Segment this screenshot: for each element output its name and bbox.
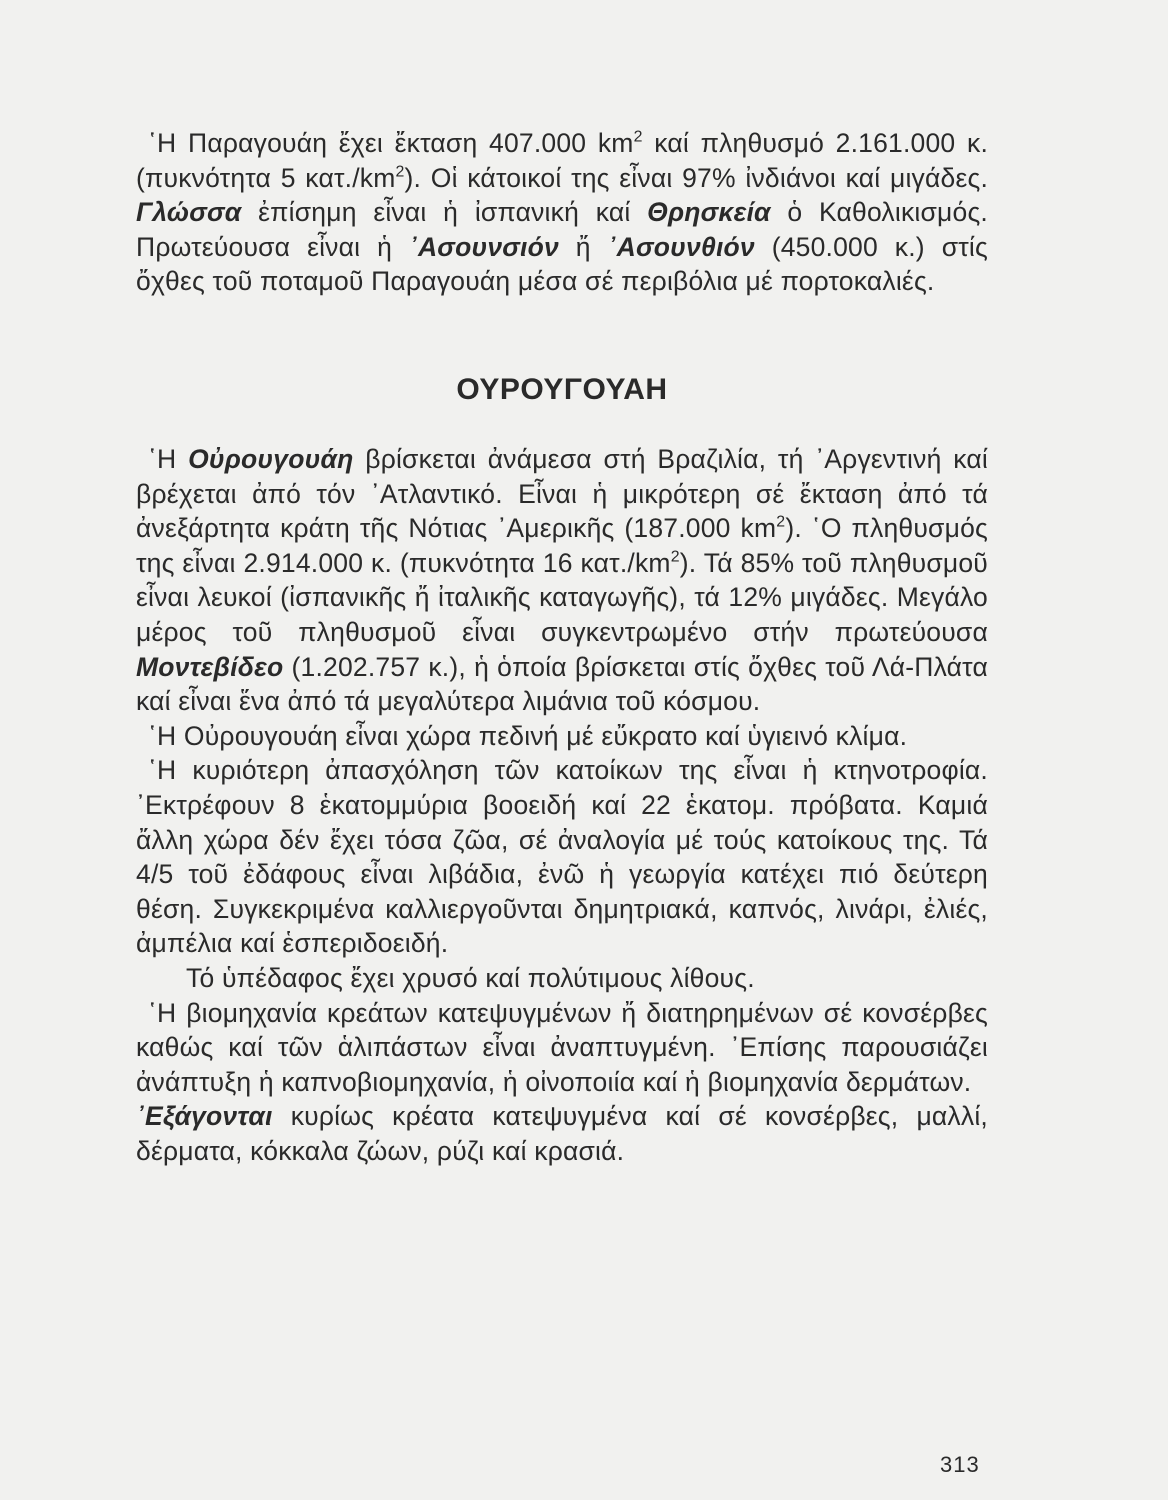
keyword-country: Οὐρουγουάη — [188, 444, 354, 474]
text-run: ). ῾Ο πληθυσμός της εἶναι 2.914.000 κ. (πυκνότητα 16 κατ./km — [136, 513, 988, 578]
superscript: 2 — [395, 163, 405, 181]
uruguay-paragraph-5: ῾Η βιομηχανία κρεάτων κατεψυγμένων ἤ διατηρημένων σέ κονσέρβες καθώς καί τῶν ἁλιπάστων εἶναι ἀναπτυγμένη. ᾿Επίσης παρουσιάζει ἀνάπτυξη ἡ καπνοβιομηχανία, ἡ οἰνοποιία καί ἡ βιομηχανία δερμάτων. — [136, 997, 988, 1097]
text-run: ῾Η Παραγουάη ἔχει ἔκταση 407.000 km — [148, 128, 634, 158]
uruguay-paragraph-4: Τό ὑπέδαφος ἔχει χρυσό καί πολύτιμους λίθους. — [186, 962, 755, 993]
keyword-exports: ᾿Εξάγονται — [136, 1101, 273, 1132]
text-run: ἤ — [558, 231, 608, 262]
page-number: 313 — [940, 1452, 980, 1477]
uruguay-paragraph-2: ῾Η Οὐρουγουάη εἶναι χώρα πεδινή μέ εὔκρατο καί ὑγιεινό κλίμα. — [148, 720, 908, 751]
uruguay-paragraph-3: ῾Η κυριότερη ἀπασχόληση τῶν κατοίκων της εἶναι ἡ κτηνοτροφία. ᾿Εκτρέφουν 8 ἑκατομμύρια βοοειδή καί 22 ἑκατομ. πρόβατα. Καμιά ἄλλη χώρα δέν ἔχει τόσα ζῶα, σέ ἀναλογία μέ τούς κατοίκους της. Τά 4/5 τοῦ ἐδάφους εἶναι λιβάδια, ἐνῶ ἡ γεωργία κατέχει πιό δεύτερη θέση. Συγκεκριμένα καλλιεργοῦνται δημητριακά, καπνός, λινάρι, ἐλιές, ἀμπέλια καί ἑσπεριδοειδή. — [136, 755, 988, 959]
keyword-capital: ᾿Ασουνσιόν — [408, 231, 559, 262]
text-run: βρίσκεται ἀνάμεσα στή Βραζιλία, τή ᾿Αργεντινή καί βρέχεται ἀπό τόν ᾿Ατλαντικό. Εἶναι ἡ μικρότερη σέ ἔκταση ἀπό τά ἀνεξάρτητα κράτη τῆς Νότιας ᾿Αμερικῆς (187.000 km — [136, 444, 988, 544]
superscript: 2 — [633, 128, 643, 146]
text-run: (1.202.757 κ.), ἡ ὁποία βρίσκεται στίς ὄχθες τοῦ Λά-Πλάτα καί εἶναι ἕνα ἀπό τά μεγαλύτερα λιμάνια τοῦ κόσμου. — [136, 651, 988, 717]
text-run: ). Τά 85% τοῦ πληθυσμοῦ εἶναι λευκοί (ἰσπανικῆς ἤ ἰταλικῆς καταγωγῆς), τά 12% μιγάδες. Μεγάλο μέρος τοῦ πληθυσμοῦ εἶναι συγκεντρωμένο στήν πρωτεύουσα — [136, 547, 988, 647]
section-heading: ΟΥΡΟΥΓΟΥΑΗ — [456, 373, 668, 406]
uruguay-paragraph-1 — [136, 442, 988, 719]
text-run: ὁ Καθολικισμός. Πρωτεύουσα εἶναι ἡ — [136, 197, 988, 262]
superscript: 2 — [670, 548, 680, 566]
uruguay-section-body — [136, 442, 988, 1168]
uruguay-paragraph-6 — [136, 1099, 988, 1168]
text-run: ἐπίσημη εἶναι ἡ ἰσπανική καί — [241, 197, 648, 228]
keyword-capital-alt: ᾿Ασουνθιόν — [607, 231, 755, 262]
superscript: 2 — [776, 513, 786, 531]
text-run: (450.000 κ.) στίς ὄχθες τοῦ ποταμοῦ Παραγουάη μέσα σέ περιβόλια μέ πορτοκαλιές. — [136, 231, 988, 297]
text-run: κυρίως κρέατα κατεψυγμένα καί σέ κονσέρβες, μαλλί, δέρματα, κόκκαλα ζώων, ρύζι καί κρασιά. — [136, 1101, 988, 1166]
keyword-capital: Μοντεβίδεο — [136, 651, 284, 682]
paraguay-paragraph — [136, 126, 988, 299]
keyword-religion: Θρησκεία — [647, 197, 771, 228]
keyword-language: Γλώσσα — [136, 197, 242, 228]
paraguay-paragraph-block — [136, 126, 988, 299]
text-run: ). Οἱ κάτοικοί της εἶναι 97% ἰνδιάνοι καί μιγάδες. — [404, 162, 989, 193]
text-run: ῾Η — [148, 444, 189, 474]
text-run: καί πληθυσμό 2.161.000 κ. (πυκνότητα 5 κατ./km — [136, 128, 989, 193]
